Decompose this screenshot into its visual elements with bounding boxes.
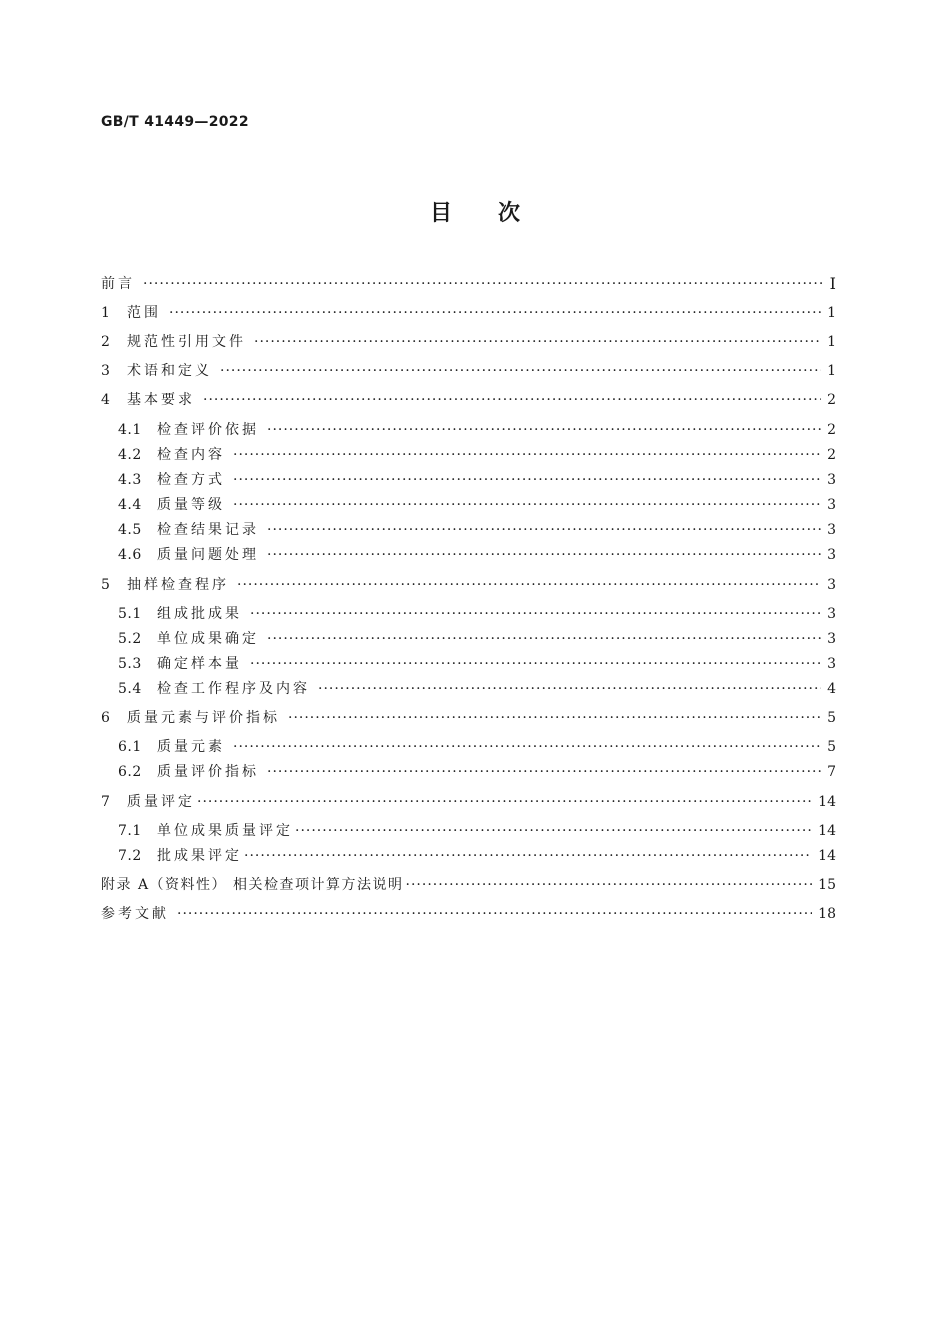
- toc-leader-dots: [143, 274, 822, 294]
- toc-leader-dots: [197, 792, 812, 812]
- toc-entry-5-3[interactable]: [118, 654, 836, 674]
- toc-entry-number: 6: [101, 710, 111, 726]
- toc-entry-number: 5.1: [118, 606, 142, 622]
- toc-entry-5-4[interactable]: [118, 679, 836, 699]
- toc-entry-number: 4.1: [118, 422, 142, 438]
- toc-entry-page: 1: [827, 334, 836, 350]
- toc-entry-label: 基本要求: [127, 392, 195, 408]
- toc-entry-label: 检查方式: [157, 472, 225, 488]
- toc-entry-number: 4.3: [118, 472, 142, 488]
- toc-leader-dots: [233, 495, 821, 515]
- toc-entry-2[interactable]: [101, 332, 836, 352]
- toc-title: [0, 196, 950, 227]
- toc-entry-page: 1: [827, 363, 836, 379]
- toc-leader-dots: [406, 875, 813, 895]
- toc-entry-label: 检查结果记录: [157, 522, 259, 538]
- toc-entry-number: 4.6: [118, 547, 142, 563]
- toc-entry-3[interactable]: [101, 361, 836, 381]
- toc-entry-label: 质量问题处理: [157, 547, 259, 563]
- toc-leader-dots: [203, 390, 821, 410]
- toc-entry-4-2[interactable]: [118, 445, 836, 465]
- toc-entry-page: 1: [827, 305, 836, 321]
- toc-leader-dots: [233, 737, 821, 757]
- standard-code: GB/T 41449—2022: [101, 114, 249, 130]
- toc-entry-label: 确定样本量: [157, 656, 242, 672]
- toc-leader-dots: [267, 762, 821, 782]
- toc-leader-dots: [233, 445, 821, 465]
- toc-entry-label: 抽样检查程序: [127, 577, 229, 593]
- toc-entry-page: 4: [827, 681, 836, 697]
- toc-entry-number: 7.1: [118, 823, 142, 839]
- toc-leader-dots: [267, 545, 821, 565]
- toc-entry-label: 检查内容: [157, 447, 225, 463]
- toc-entry-label: 术语和定义: [127, 363, 212, 379]
- toc-leader-dots: [288, 708, 821, 728]
- toc-entry-number: 6.1: [118, 739, 142, 755]
- toc-entry-page: 2: [827, 392, 836, 408]
- toc-entry-1[interactable]: [101, 303, 836, 323]
- toc-leader-dots: [233, 470, 821, 490]
- toc-entry-label: 前言: [101, 276, 135, 292]
- toc-entry-page: 14: [818, 794, 836, 810]
- toc-entry-page: 5: [827, 739, 836, 755]
- toc-entry-page: 3: [827, 547, 836, 563]
- toc-entry-label: 质量评定: [127, 794, 195, 810]
- toc-leader-dots: [267, 629, 821, 649]
- toc-entry-number: 3: [101, 363, 111, 379]
- toc-leader-dots: [237, 575, 821, 595]
- toc-entry-label: 质量评价指标: [157, 764, 259, 780]
- toc-entry-4-5[interactable]: [118, 520, 836, 540]
- toc-entry-page: 3: [827, 656, 836, 672]
- toc-entry-4-1[interactable]: [118, 420, 836, 440]
- toc-entry-4-3[interactable]: [118, 470, 836, 490]
- toc-title-left: 目: [429, 201, 452, 226]
- toc-entry-number: 4.4: [118, 497, 142, 513]
- toc-entry-label: 组成批成果: [157, 606, 242, 622]
- toc-entry-label: 质量元素: [157, 739, 225, 755]
- toc-entry-page: 5: [827, 710, 836, 726]
- toc-leader-dots: [169, 303, 821, 323]
- toc-entry-4-6[interactable]: [118, 545, 836, 565]
- toc-leader-dots: [318, 679, 821, 699]
- toc-entry-page: 2: [827, 422, 836, 438]
- toc-entry-label: 单位成果质量评定: [157, 823, 293, 839]
- toc-entry-number: 5.4: [118, 681, 142, 697]
- toc-entry-number: 2: [101, 334, 111, 350]
- toc-entry-6-2[interactable]: [118, 762, 836, 782]
- toc-entry-appendix-a[interactable]: [101, 875, 836, 895]
- toc-entry-label: 附录 A（资料性） 相关检查项计算方法说明: [101, 877, 404, 893]
- toc-entry-label: 检查评价依据: [157, 422, 259, 438]
- toc-entry-page: 14: [818, 823, 836, 839]
- toc-leader-dots: [177, 904, 812, 924]
- toc-leader-dots: [244, 846, 812, 866]
- toc-leader-dots: [250, 654, 821, 674]
- toc-entry-7[interactable]: [101, 792, 836, 812]
- toc-entry-page: 3: [827, 522, 836, 538]
- toc-entry-page: 18: [818, 906, 836, 922]
- toc-leader-dots: [295, 821, 812, 841]
- toc-entry-7-2[interactable]: [118, 846, 836, 866]
- toc-entry-number: 4.5: [118, 522, 142, 538]
- toc-entry-bibliography[interactable]: [101, 904, 836, 924]
- toc-entry-label: 检查工作程序及内容: [157, 681, 310, 697]
- toc-entry-page: 14: [818, 848, 836, 864]
- toc-entry-page: 2: [827, 447, 836, 463]
- toc-leader-dots: [267, 520, 821, 540]
- toc-entry-preface[interactable]: [101, 274, 836, 294]
- toc-entry-number: 6.2: [118, 764, 142, 780]
- toc-entry-page: Ⅰ: [829, 274, 836, 293]
- toc-leader-dots: [267, 420, 821, 440]
- toc-entry-4-4[interactable]: [118, 495, 836, 515]
- toc-entry-number: 5: [101, 577, 111, 593]
- toc-entry-5[interactable]: [101, 575, 836, 595]
- toc-title-right: 次: [498, 201, 521, 226]
- toc-entry-label: 质量等级: [157, 497, 225, 513]
- toc-leader-dots: [254, 332, 821, 352]
- toc-entry-label: 规范性引用文件: [127, 334, 246, 350]
- toc-entry-number: 7.2: [118, 848, 142, 864]
- toc-entry-4[interactable]: [101, 390, 836, 410]
- toc-entry-number: 4.2: [118, 447, 142, 463]
- toc-entry-page: 3: [827, 577, 836, 593]
- toc-entry-label: 质量元素与评价指标: [127, 710, 280, 726]
- toc-entry-number: 4: [101, 392, 111, 408]
- toc-leader-dots: [250, 604, 821, 624]
- toc-entry-6[interactable]: [101, 708, 836, 728]
- toc-entry-number: 5.3: [118, 656, 142, 672]
- toc-entry-label: 单位成果确定: [157, 631, 259, 647]
- toc-entry-6-1[interactable]: [118, 737, 836, 757]
- toc-entry-page: 15: [818, 877, 836, 893]
- toc-entry-5-1[interactable]: [118, 604, 836, 624]
- toc-entry-page: 3: [827, 606, 836, 622]
- toc-entry-label: 批成果评定: [157, 848, 242, 864]
- toc-entry-label: 参考文献: [101, 906, 169, 922]
- toc-entry-number: 5.2: [118, 631, 142, 647]
- toc-entry-5-2[interactable]: [118, 629, 836, 649]
- toc-entry-page: 3: [827, 472, 836, 488]
- toc-entry-label: 范围: [127, 305, 161, 321]
- toc-entry-page: 3: [827, 631, 836, 647]
- toc-entry-page: 7: [827, 764, 836, 780]
- toc-entry-page: 3: [827, 497, 836, 513]
- toc-entry-7-1[interactable]: [118, 821, 836, 841]
- toc-entry-number: 7: [101, 794, 111, 810]
- toc-entry-number: 1: [101, 305, 111, 321]
- toc-leader-dots: [220, 361, 821, 381]
